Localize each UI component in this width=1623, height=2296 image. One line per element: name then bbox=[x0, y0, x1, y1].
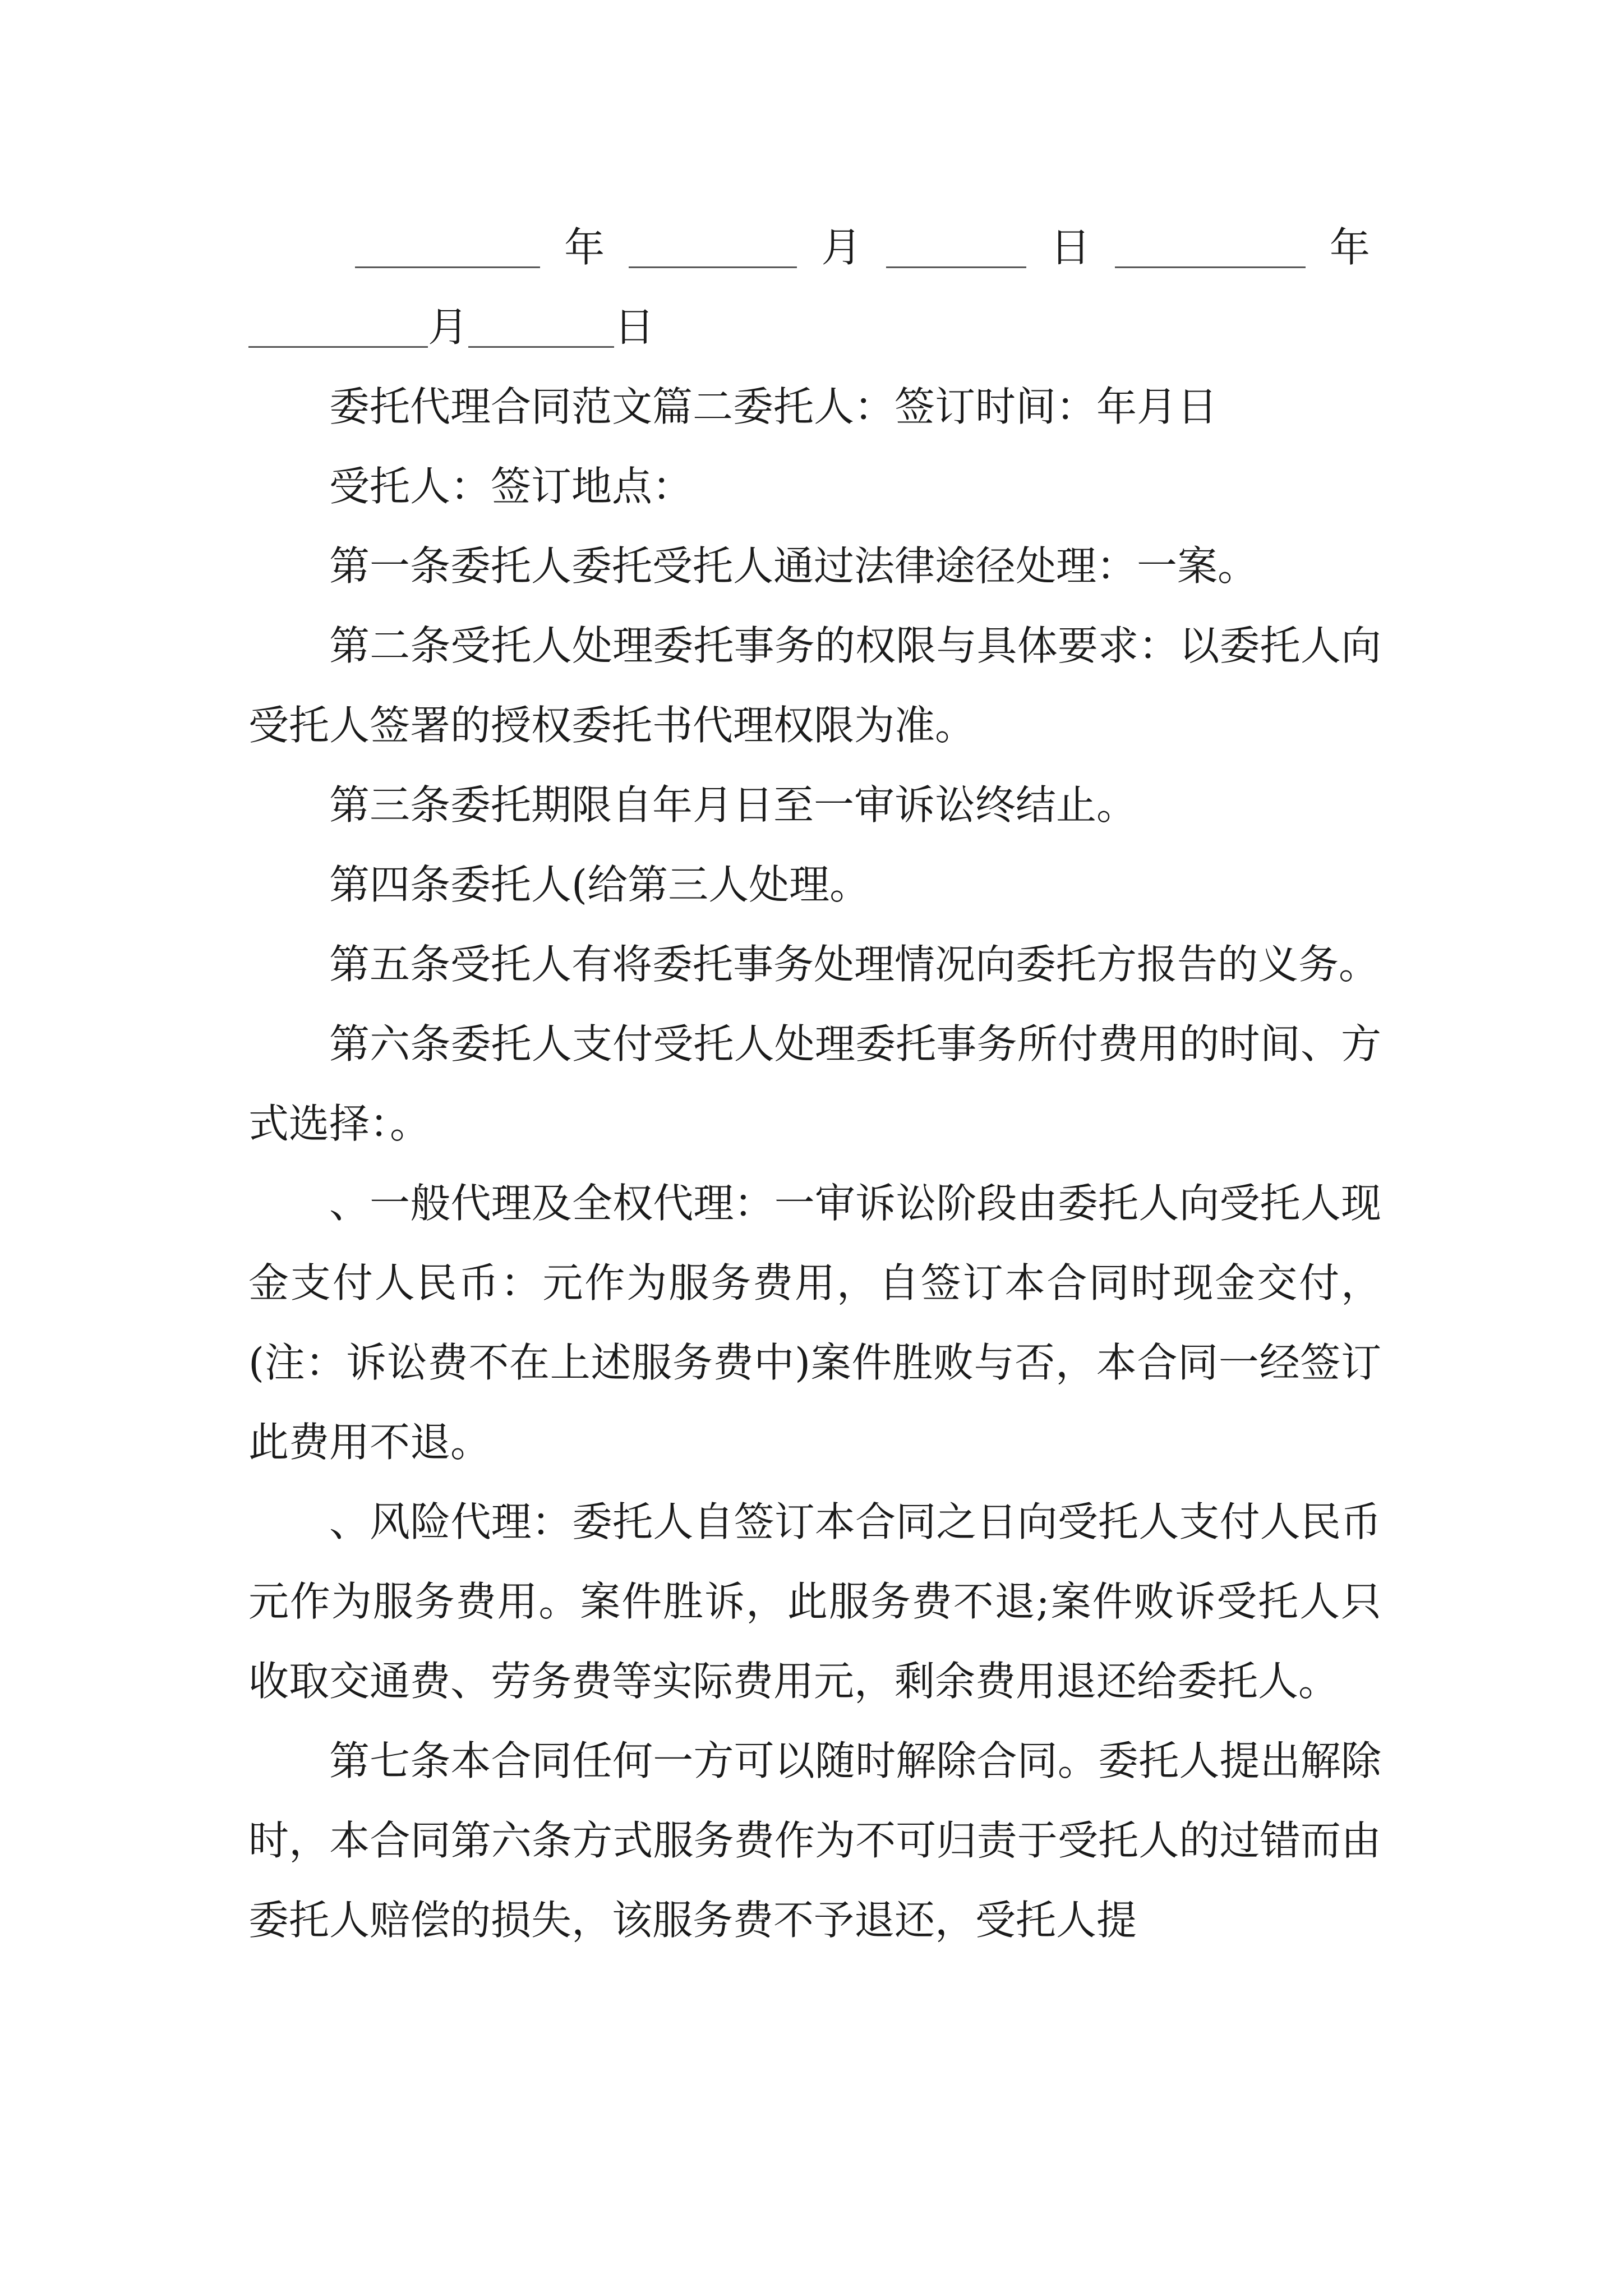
signature-date-line-1 bbox=[248, 208, 1381, 287]
day-label: 日 bbox=[614, 303, 655, 351]
month-label: 月 bbox=[428, 303, 469, 351]
article-5: 第五条受托人有将委托事务处理情况向委托方报告的义务。 bbox=[329, 941, 1380, 988]
day-blank-party-b bbox=[468, 307, 614, 348]
article-3: 第三条委托期限自年月日至一审诉讼终结止。 bbox=[329, 781, 1137, 829]
article-6: 第六条委托人支付受托人处理委托事务所付费用的时间、方式选择：。 bbox=[248, 1020, 1381, 1147]
year-label: 年 bbox=[1329, 224, 1370, 271]
month-blank-party-a bbox=[629, 227, 797, 268]
year-blank-party-b bbox=[1115, 227, 1306, 268]
trustee-line: 受托人：签订地点： bbox=[329, 463, 693, 510]
month-blank-party-b bbox=[248, 307, 428, 348]
day-label: 日 bbox=[1050, 224, 1091, 271]
day-blank-party-a bbox=[886, 227, 1026, 268]
article-6-option-risk-agency: 、风险代理：委托人自签订本合同之日向受托人支付人民币元作为服务费用。案件胜诉，此服务费不退;案件败诉受托人只收取交通费、劳务费等实际费用元，剩余费用退还给委托人。 bbox=[248, 1498, 1381, 1705]
article-1: 第一条委托人委托受托人通过法律途径处理：一案。 bbox=[329, 542, 1258, 590]
article-2: 第二条受托人处理委托事务的权限与具体要求：以委托人向受托人签署的授权委托书代理权限为准。 bbox=[248, 622, 1381, 749]
article-6-option-general-agency: 、一般代理及全权代理：一审诉讼阶段由委托人向受托人现金支付人民币：元作为服务费用，自签订本合同时现金交付，(注：诉讼费不在上述服务费中)案件胜败与否，本合同一经签订此费用不退。 bbox=[248, 1180, 1381, 1466]
month-label: 月 bbox=[821, 224, 862, 271]
article-7: 第七条本合同任何一方可以随时解除合同。委托人提出解除时，本合同第六条方式服务费作为不可归责于受托人的过错而由委托人赔偿的损失，该服务费不予退还，受托人提 bbox=[248, 1737, 1381, 1944]
article-4: 第四条委托人(给第三人处理。 bbox=[329, 861, 870, 908]
year-blank-party-a bbox=[355, 227, 540, 268]
signature-date-line-2 bbox=[248, 287, 1381, 367]
contract-body bbox=[248, 208, 1381, 1960]
year-label: 年 bbox=[564, 224, 605, 271]
contract-title-line: 委托代理合同范文篇二委托人：签订时间：年月日 bbox=[329, 383, 1218, 430]
